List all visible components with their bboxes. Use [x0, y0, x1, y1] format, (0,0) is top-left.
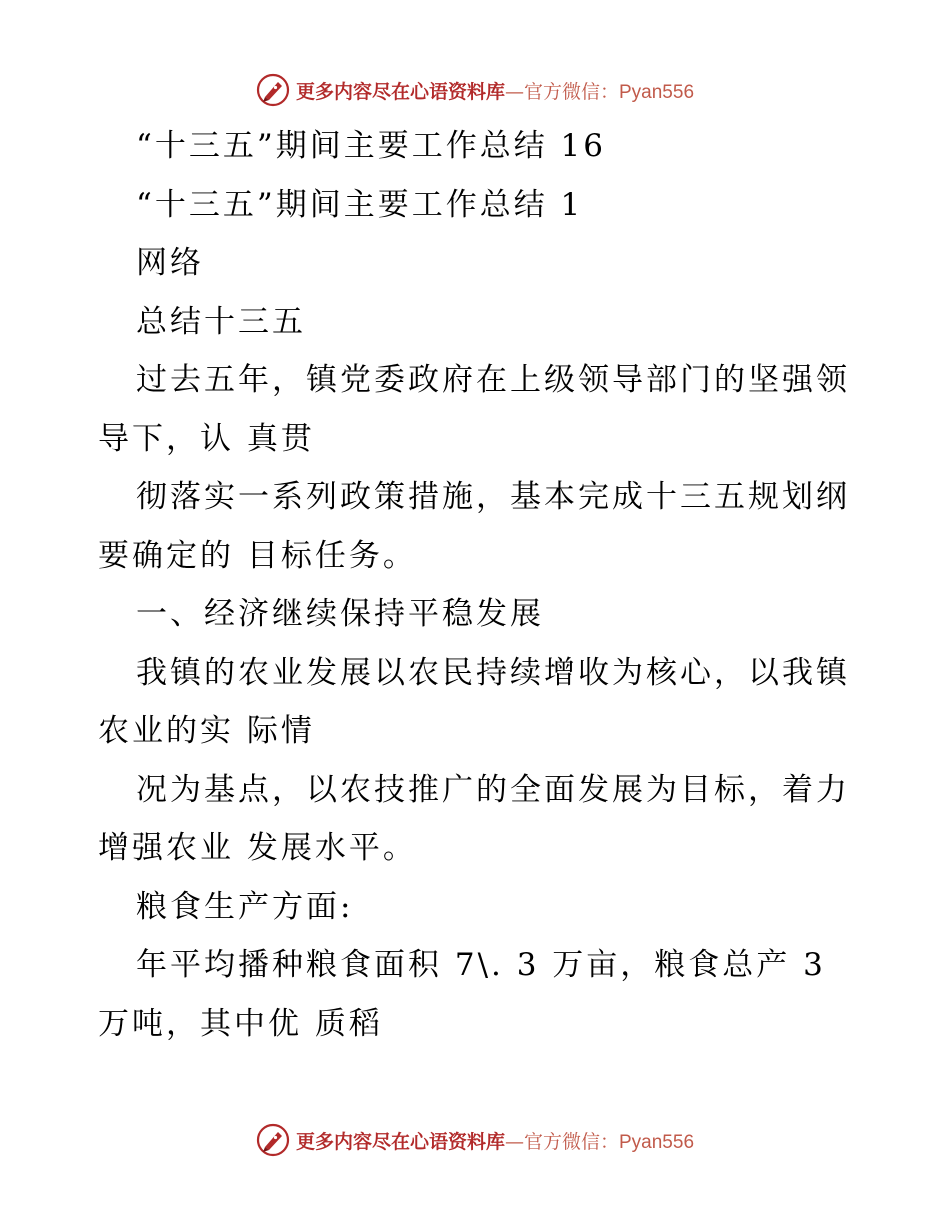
- document-line: 过去五年，镇党委政府在上级领导部门的坚强领: [136, 362, 850, 398]
- document-line: 粮食生产方面:: [136, 888, 354, 925]
- document-line: 增强农业 发展水平。: [98, 830, 417, 866]
- footer-banner-wechat-id: Pyan556: [619, 1131, 695, 1153]
- document-line: “十三五”期间主要工作总结 1: [136, 186, 584, 223]
- document-line: 彻落实一系列政策措施，基本完成十三五规划纲: [136, 479, 850, 515]
- header-banner-wechat-label: —官方微信：: [504, 80, 619, 103]
- document-line: 要确定的 目标任务。: [98, 537, 417, 574]
- header-banner: [0, 70, 950, 110]
- document-line: 网络: [136, 245, 204, 281]
- document-line: 年平均播种粮食面积 7\. 3 万亩，粮食总产 3: [136, 947, 826, 983]
- footer-banner-site: 更多内容尽在心语资料库: [295, 1130, 505, 1153]
- document-line: 总结十三五: [136, 303, 306, 340]
- header-banner-text: [296, 77, 694, 104]
- document-line: 万吨，其中优 质稻: [98, 1005, 383, 1042]
- footer-banner-wechat-label: —官方微信：: [504, 1130, 619, 1153]
- document-line: 况为基点，以农技推广的全面发展为目标，着力: [136, 771, 850, 808]
- footer-banner: [0, 1120, 950, 1160]
- pen-nib-logo-icon: [256, 73, 290, 107]
- document-line: 我镇的农业发展以农民持续增收为核心，以我镇: [136, 654, 850, 691]
- header-banner-site: 更多内容尽在心语资料库: [295, 80, 505, 103]
- document-line: 农业的实 际情: [98, 713, 315, 749]
- header-banner-wechat-id: Pyan556: [619, 81, 695, 103]
- document-line: “十三五”期间主要工作总结 16: [136, 128, 606, 164]
- footer-banner-text: [296, 1127, 694, 1154]
- document-line: 一、经济继续保持平稳发展: [136, 596, 544, 632]
- document-line: 导下，认 真贯: [98, 420, 315, 457]
- pen-nib-logo-icon: [256, 1123, 290, 1157]
- document-body: [98, 117, 858, 1053]
